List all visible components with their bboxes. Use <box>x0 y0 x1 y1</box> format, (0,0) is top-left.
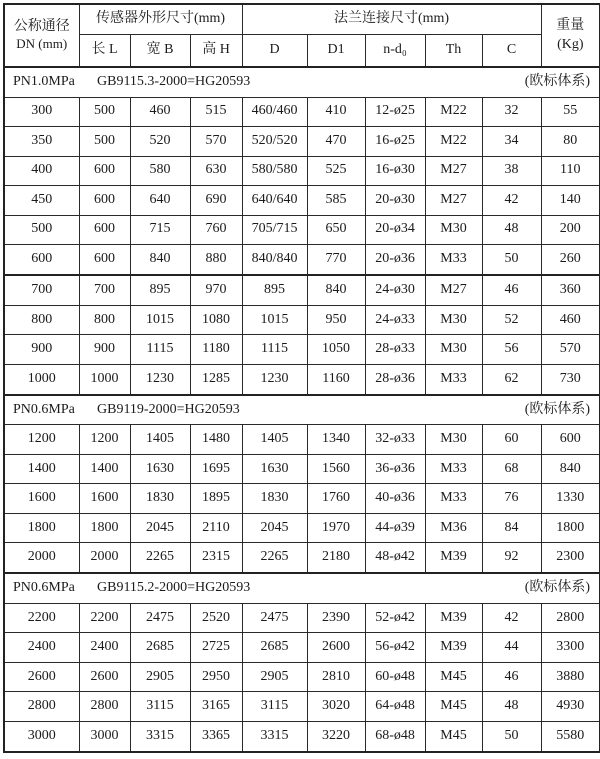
table-cell: 570 <box>541 335 600 365</box>
table-cell: 2390 <box>307 603 365 633</box>
table-cell: 52 <box>482 305 541 335</box>
table-cell: 2800 <box>79 692 130 722</box>
table-cell: 3880 <box>541 662 600 692</box>
table-cell: 20-ø36 <box>365 245 425 275</box>
table-cell: 500 <box>79 97 130 127</box>
section-header-row <box>4 395 600 425</box>
table-cell: 2000 <box>79 543 130 573</box>
table-cell: M45 <box>425 662 482 692</box>
table-cell: 730 <box>541 364 600 394</box>
table-cell: 2475 <box>130 603 190 633</box>
table-cell: 2200 <box>4 603 79 633</box>
table-cell: M30 <box>425 215 482 245</box>
table-cell: 16-ø25 <box>365 127 425 157</box>
header-sensor-dimensions-group: 传感器外形尺寸(mm) <box>79 4 242 34</box>
table-cell: 350 <box>4 127 79 157</box>
header-d: D <box>242 34 307 67</box>
section-pressure-label: PN0.6MPa <box>13 401 75 417</box>
table-cell: 4930 <box>541 692 600 722</box>
table-cell: 20-ø34 <box>365 215 425 245</box>
table-cell: 3315 <box>242 721 307 752</box>
table-row <box>4 156 600 186</box>
table-cell: 410 <box>307 97 365 127</box>
table-cell: M39 <box>425 633 482 663</box>
table-cell: 12-ø25 <box>365 97 425 127</box>
table-cell: 28-ø36 <box>365 364 425 394</box>
table-cell: 1830 <box>242 484 307 514</box>
table-cell: 1330 <box>541 484 600 514</box>
table-cell: 46 <box>482 275 541 305</box>
table-cell: 2265 <box>242 543 307 573</box>
table-cell: 2045 <box>130 513 190 543</box>
header-th: Th <box>425 34 482 67</box>
table-cell: 1480 <box>190 425 242 455</box>
table-cell: 92 <box>482 543 541 573</box>
table-cell: 48 <box>482 215 541 245</box>
table-cell: 2000 <box>4 543 79 573</box>
table-cell: 1630 <box>130 454 190 484</box>
table-cell: 52-ø42 <box>365 603 425 633</box>
table-cell: M39 <box>425 543 482 573</box>
table-cell: 1200 <box>79 425 130 455</box>
table-cell: 28-ø33 <box>365 335 425 365</box>
table-cell: 62 <box>482 364 541 394</box>
table-cell: 1600 <box>4 484 79 514</box>
table-cell: 690 <box>190 186 242 216</box>
table-cell: 2800 <box>4 692 79 722</box>
table-cell: 525 <box>307 156 365 186</box>
table-cell: 24-ø33 <box>365 305 425 335</box>
table-cell: 1000 <box>79 364 130 394</box>
table-row <box>4 692 600 722</box>
table-cell: 42 <box>482 603 541 633</box>
table-cell: 300 <box>4 97 79 127</box>
table-cell: 3365 <box>190 721 242 752</box>
table-cell: 1015 <box>242 305 307 335</box>
table-cell: 1160 <box>307 364 365 394</box>
header-nominal-diameter-title: 公称通径 <box>13 18 70 34</box>
table-cell: 3115 <box>242 692 307 722</box>
table-cell: 1015 <box>130 305 190 335</box>
header-weight-title: 重量 <box>556 18 585 34</box>
table-cell: 2400 <box>4 633 79 663</box>
table-cell: 42 <box>482 186 541 216</box>
table-cell: 1800 <box>79 513 130 543</box>
table-row <box>4 97 600 127</box>
table-cell: 520/520 <box>242 127 307 157</box>
table-cell: 2265 <box>130 543 190 573</box>
header-nominal-diameter-sub: DN (mm) <box>16 36 68 52</box>
table-cell: 640/640 <box>242 186 307 216</box>
table-cell: 56 <box>482 335 541 365</box>
table-cell: 515 <box>190 97 242 127</box>
section-system-label: (欧标体系) <box>524 73 591 89</box>
table-cell: 2315 <box>190 543 242 573</box>
table-cell: 2400 <box>79 633 130 663</box>
table-cell: 84 <box>482 513 541 543</box>
table-cell: 64-ø48 <box>365 692 425 722</box>
table-cell: 48 <box>482 692 541 722</box>
table-cell: 360 <box>541 275 600 305</box>
header-c: C <box>482 34 541 67</box>
table-cell: 840/840 <box>242 245 307 275</box>
table-cell: 2045 <box>242 513 307 543</box>
table-cell: 1080 <box>190 305 242 335</box>
table-cell: 48-ø42 <box>365 543 425 573</box>
table-cell: M45 <box>425 692 482 722</box>
header-weight-sub: (Kg) <box>557 36 584 52</box>
table-row <box>4 633 600 663</box>
header-weight <box>541 4 600 67</box>
table-cell: M22 <box>425 127 482 157</box>
table-cell: 32-ø33 <box>365 425 425 455</box>
table-cell: 60 <box>482 425 541 455</box>
table-cell: 1000 <box>4 364 79 394</box>
table-cell: 2600 <box>79 662 130 692</box>
table-cell: 140 <box>541 186 600 216</box>
table-cell: 600 <box>79 186 130 216</box>
table-cell: 24-ø30 <box>365 275 425 305</box>
table-cell: 2110 <box>190 513 242 543</box>
table-cell: 1405 <box>130 425 190 455</box>
table-row <box>4 454 600 484</box>
table-cell: 44-ø39 <box>365 513 425 543</box>
table-cell: M30 <box>425 335 482 365</box>
table-cell: M33 <box>425 364 482 394</box>
table-cell: 840 <box>541 454 600 484</box>
table-cell: 2905 <box>242 662 307 692</box>
table-cell: 2810 <box>307 662 365 692</box>
table-cell: M27 <box>425 156 482 186</box>
section-pressure-label: PN0.6MPa <box>13 580 75 596</box>
section-standard-label: GB9115.3-2000=HG20593 <box>97 73 251 89</box>
table-cell: 3300 <box>541 633 600 663</box>
table-cell: 1800 <box>4 513 79 543</box>
table-cell: 34 <box>482 127 541 157</box>
table-cell: 1400 <box>4 454 79 484</box>
table-cell: 36-ø36 <box>365 454 425 484</box>
table-cell: 2905 <box>130 662 190 692</box>
table-cell: 2200 <box>79 603 130 633</box>
table-row <box>4 603 600 633</box>
table-cell: 1115 <box>130 335 190 365</box>
table-cell: 640 <box>130 186 190 216</box>
table-cell: 68-ø48 <box>365 721 425 752</box>
table-cell: 630 <box>190 156 242 186</box>
table-cell: 570 <box>190 127 242 157</box>
header-d1: D1 <box>307 34 365 67</box>
section-system-label: (欧标体系) <box>524 401 591 417</box>
table-row <box>4 513 600 543</box>
table-cell: 110 <box>541 156 600 186</box>
table-cell: M36 <box>425 513 482 543</box>
table-cell: M33 <box>425 484 482 514</box>
table-row <box>4 275 600 305</box>
section-header-row <box>4 67 600 97</box>
header-flange-dimensions-group: 法兰连接尺寸(mm) <box>242 4 541 34</box>
table-cell: M27 <box>425 275 482 305</box>
table-cell: M30 <box>425 305 482 335</box>
table-cell: 840 <box>307 275 365 305</box>
table-row <box>4 364 600 394</box>
table-cell: 650 <box>307 215 365 245</box>
table-cell: 50 <box>482 721 541 752</box>
table-cell: 1340 <box>307 425 365 455</box>
table-cell: 585 <box>307 186 365 216</box>
table-cell: 16-ø30 <box>365 156 425 186</box>
table-cell: 55 <box>541 97 600 127</box>
section-header-row <box>4 573 600 603</box>
table-row <box>4 662 600 692</box>
table-cell: M22 <box>425 97 482 127</box>
table-cell: 1285 <box>190 364 242 394</box>
table-cell: 2800 <box>541 603 600 633</box>
table-cell: 3315 <box>130 721 190 752</box>
table-cell: 520 <box>130 127 190 157</box>
table-cell: 2600 <box>4 662 79 692</box>
table-cell: 1050 <box>307 335 365 365</box>
table-cell: 705/715 <box>242 215 307 245</box>
table-cell: 3165 <box>190 692 242 722</box>
table-cell: 460/460 <box>242 97 307 127</box>
table-cell: 80 <box>541 127 600 157</box>
table-cell: 580 <box>130 156 190 186</box>
header-height: 高 H <box>190 34 242 67</box>
table-cell: 1200 <box>4 425 79 455</box>
table-cell: 2520 <box>190 603 242 633</box>
table-cell: 895 <box>242 275 307 305</box>
table-cell: 32 <box>482 97 541 127</box>
table-cell: 76 <box>482 484 541 514</box>
table-cell: 970 <box>190 275 242 305</box>
table-cell: 1800 <box>541 513 600 543</box>
table-cell: 2180 <box>307 543 365 573</box>
table-cell: M30 <box>425 425 482 455</box>
table-cell: 500 <box>4 215 79 245</box>
table-cell: 56-ø42 <box>365 633 425 663</box>
table-cell: 1695 <box>190 454 242 484</box>
table-cell: 1630 <box>242 454 307 484</box>
table-cell: 2685 <box>242 633 307 663</box>
header-nominal-diameter <box>4 4 79 67</box>
table-cell: 800 <box>4 305 79 335</box>
table-cell: 60-ø48 <box>365 662 425 692</box>
table-cell: 1400 <box>79 454 130 484</box>
table-cell: 20-ø30 <box>365 186 425 216</box>
table-cell: 600 <box>541 425 600 455</box>
table-cell: 700 <box>4 275 79 305</box>
table-cell: 2685 <box>130 633 190 663</box>
table-cell: 38 <box>482 156 541 186</box>
table-row <box>4 335 600 365</box>
table-cell: 1970 <box>307 513 365 543</box>
table-cell: M33 <box>425 454 482 484</box>
table-cell: 3020 <box>307 692 365 722</box>
table-row <box>4 127 600 157</box>
table-cell: 880 <box>190 245 242 275</box>
table-cell: 895 <box>130 275 190 305</box>
table-cell: 460 <box>541 305 600 335</box>
table-cell: 2950 <box>190 662 242 692</box>
table-cell: 470 <box>307 127 365 157</box>
table-cell: 1405 <box>242 425 307 455</box>
table-cell: 46 <box>482 662 541 692</box>
table-cell: 1230 <box>242 364 307 394</box>
table-cell: 3220 <box>307 721 365 752</box>
table-cell: 200 <box>541 215 600 245</box>
table-row <box>4 186 600 216</box>
table-cell: 50 <box>482 245 541 275</box>
table-cell: 700 <box>79 275 130 305</box>
table-cell: 715 <box>130 215 190 245</box>
table-cell: 5580 <box>541 721 600 752</box>
table-cell: 460 <box>130 97 190 127</box>
table-cell: 1895 <box>190 484 242 514</box>
dimension-spec-table <box>3 3 600 753</box>
table-cell: 3115 <box>130 692 190 722</box>
table-cell: 2725 <box>190 633 242 663</box>
table-cell: 600 <box>79 215 130 245</box>
header-n-d0: n-d₀ <box>365 34 425 67</box>
section-system-label: (欧标体系) <box>524 580 591 596</box>
table-cell: 260 <box>541 245 600 275</box>
table-cell: 1600 <box>79 484 130 514</box>
header-width: 宽 B <box>130 34 190 67</box>
table-row <box>4 245 600 275</box>
table-cell: 840 <box>130 245 190 275</box>
table-cell: 44 <box>482 633 541 663</box>
table-cell: 500 <box>79 127 130 157</box>
table-cell: 1560 <box>307 454 365 484</box>
table-cell: M27 <box>425 186 482 216</box>
table-cell: 3000 <box>79 721 130 752</box>
table-cell: 900 <box>4 335 79 365</box>
table-cell: 900 <box>79 335 130 365</box>
table-row <box>4 305 600 335</box>
table-row <box>4 484 600 514</box>
table-row <box>4 215 600 245</box>
table-cell: M39 <box>425 603 482 633</box>
section-standard-label: GB9115.2-2000=HG20593 <box>97 580 251 596</box>
table-cell: 600 <box>79 156 130 186</box>
table-cell: M33 <box>425 245 482 275</box>
table-cell: 450 <box>4 186 79 216</box>
table-cell: 600 <box>79 245 130 275</box>
table-cell: 68 <box>482 454 541 484</box>
table-cell: 1230 <box>130 364 190 394</box>
header-length: 长 L <box>79 34 130 67</box>
table-cell: 760 <box>190 215 242 245</box>
table-cell: 2475 <box>242 603 307 633</box>
table-cell: 400 <box>4 156 79 186</box>
table-cell: 2300 <box>541 543 600 573</box>
table-cell: 1180 <box>190 335 242 365</box>
table-cell: 40-ø36 <box>365 484 425 514</box>
table-cell: 600 <box>4 245 79 275</box>
table-cell: 3000 <box>4 721 79 752</box>
table-cell: 950 <box>307 305 365 335</box>
table-cell: 800 <box>79 305 130 335</box>
spec-sheet-page <box>0 3 600 759</box>
table-row <box>4 721 600 752</box>
table-cell: 2600 <box>307 633 365 663</box>
table-cell: 770 <box>307 245 365 275</box>
section-pressure-label: PN1.0MPa <box>13 73 75 89</box>
table-cell: 1760 <box>307 484 365 514</box>
table-row <box>4 543 600 573</box>
table-cell: 580/580 <box>242 156 307 186</box>
table-row <box>4 425 600 455</box>
table-cell: 1830 <box>130 484 190 514</box>
section-standard-label: GB9119-2000=HG20593 <box>97 401 240 417</box>
table-cell: 1115 <box>242 335 307 365</box>
table-cell: M45 <box>425 721 482 752</box>
